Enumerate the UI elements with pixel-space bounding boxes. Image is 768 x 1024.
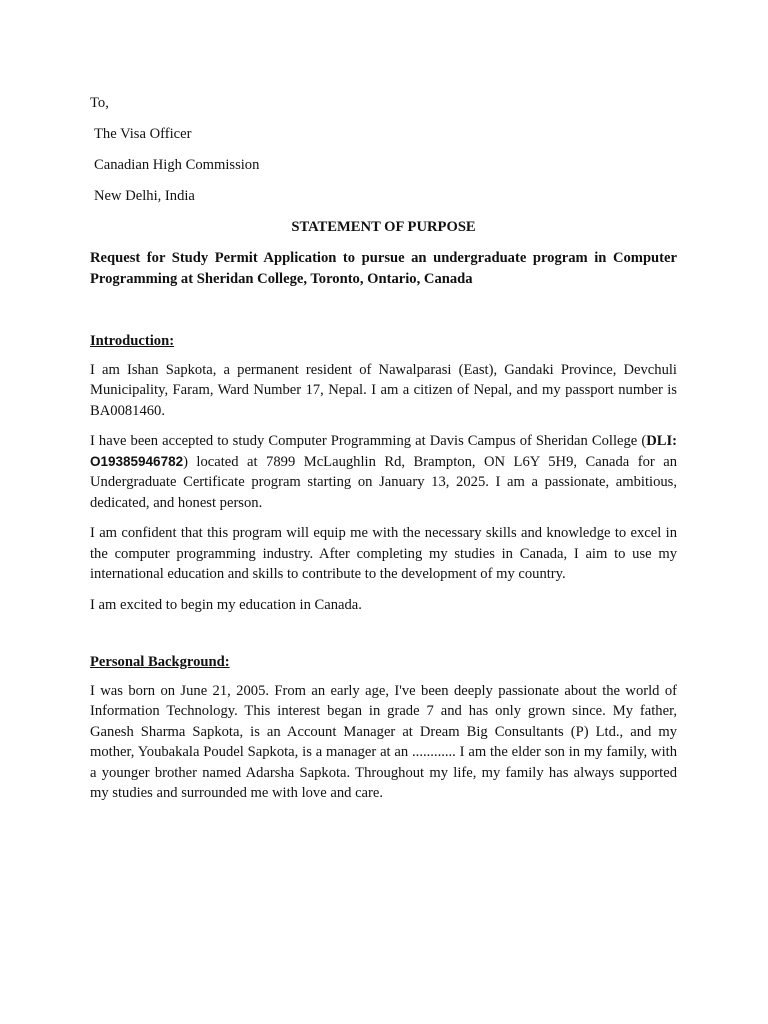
personal-background-heading: Personal Background: — [90, 654, 230, 670]
introduction-paragraph-1: I am Ishan Sapkota, a permanent resident of Nawalparasi (East), Gandaki Province, Devchuli Municipality, Faram, Ward Number 17, Nepal. I am a citizen of Nepal, and my passport number is BA0081460. — [90, 361, 677, 419]
salutation: To, — [90, 95, 109, 111]
personal-background-paragraph-1: I was born on June 21, 2005. From an early age, I've been deeply passionate about the world of Information Technology. This interest began in grade 7 and has only grown since. My father, Ganesh Sharma Sapkota, is an Account Manager at Dream Big Consultants (P) Ltd., and my mother, Youbakala Poudel Sapkota, is a manager at an ............ I am the elder son in my family, with a younger brother named Adarsha Sapkota. Throughout my life, my family has always supported my studies and surrounded me with love and care. — [90, 682, 677, 801]
introduction-paragraph-2-end: ) located at 7899 McLaughlin Rd, Brampton, ON L6Y 5H9, Canada for an Undergraduate Certificate program starting on January 13, 2025. I am a passionate, ambitious, dedicated, and honest person. — [90, 453, 677, 511]
subject-line: Request for Study Permit Application to pursue an undergraduate program in Computer Programming at Sheridan College, Toronto, Ontario, Canada — [90, 250, 677, 287]
introduction-paragraph-2 — [90, 431, 677, 513]
introduction-paragraph-2-start: I have been accepted to study Computer Programming at Davis Campus of Sheridan College ( — [90, 433, 647, 449]
dli-label: DLI: — [646, 433, 677, 449]
recipient-title: The Visa Officer — [94, 126, 192, 142]
document-page — [90, 93, 677, 814]
document-title: STATEMENT OF PURPOSE — [291, 219, 476, 235]
recipient-location: New Delhi, India — [94, 188, 195, 204]
introduction-paragraph-4: I am excited to begin my education in Canada. — [90, 596, 362, 613]
introduction-paragraph-3: I am confident that this program will equip me with the necessary skills and knowledge to excel in the computer programming industry. After completing my studies in Canada, I aim to use my international education and skills to contribute to the development of my country. — [90, 525, 677, 582]
introduction-heading: Introduction: — [90, 333, 175, 349]
dli-code: O19385946782 — [90, 453, 184, 469]
recipient-organization: Canadian High Commission — [94, 157, 260, 173]
